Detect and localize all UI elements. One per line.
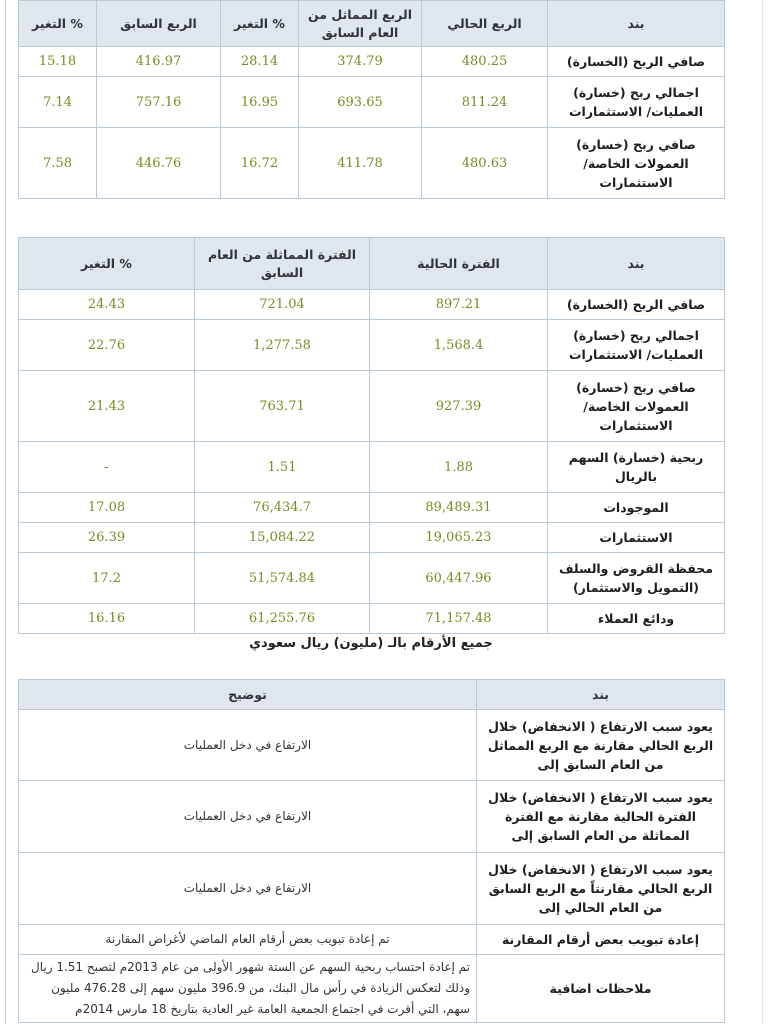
row-label: ملاحظات اضافية <box>477 955 725 1023</box>
cell-value: 16.16 <box>19 604 195 634</box>
column-header-item: بند <box>477 680 725 710</box>
table-header-row <box>19 238 725 290</box>
table-header-row <box>19 1 725 47</box>
row-label: ودائع العملاء <box>548 604 725 634</box>
row-label: الاستثمارات <box>548 523 725 553</box>
cell-value: 60,447.96 <box>370 553 548 604</box>
cell-value: 17.08 <box>19 493 195 523</box>
cell-value: 17.2 <box>19 553 195 604</box>
cell-value: 480.63 <box>422 128 548 199</box>
row-label: ربحية (خسارة) السهم بالريال <box>548 442 725 493</box>
cell-value: 374.79 <box>299 47 422 77</box>
table-row <box>19 523 725 553</box>
explanation-cell: الارتفاع في دخل العمليات <box>19 710 477 781</box>
cell-value: - <box>19 442 195 493</box>
row-label: يعود سبب الارتفاع ( الانخفاض) خلال الفترة الحالية مقارنة مع الفترة المماثلة من العام السابق إلى <box>477 781 725 853</box>
column-header-same-quarter-last-year: الربع المماثل من العام السابق <box>299 1 422 47</box>
row-label: إعادة تبويب بعض أرقام المقارنة <box>477 925 725 955</box>
table-row <box>19 77 725 128</box>
table-row <box>19 371 725 442</box>
row-label: صافي ربح (خسارة) العمولات الخاصة/ الاستثمارات <box>548 371 725 442</box>
table-row <box>19 128 725 199</box>
table-row <box>19 955 725 1023</box>
table-row <box>19 853 725 925</box>
cell-value: 811.24 <box>422 77 548 128</box>
cell-value: 28.14 <box>221 47 299 77</box>
table-row <box>19 493 725 523</box>
table-row <box>19 47 725 77</box>
row-label: يعود سبب الارتفاع ( الانخفاض) خلال الربع الحالي مقارنة مع الربع المماثل من العام السابق إلى <box>477 710 725 781</box>
cell-value: 71,157.48 <box>370 604 548 634</box>
row-label: صافي الربح (الخسارة) <box>548 290 725 320</box>
cell-value: 21.43 <box>19 371 195 442</box>
cell-value: 1.51 <box>195 442 370 493</box>
cell-value: 763.71 <box>195 371 370 442</box>
cell-value: 897.21 <box>370 290 548 320</box>
cell-value: 15.18 <box>19 47 97 77</box>
cell-value: 19,065.23 <box>370 523 548 553</box>
cell-value: 15,084.22 <box>195 523 370 553</box>
right-page-border <box>762 0 763 1024</box>
column-header-change-percent: % التغير <box>19 238 195 290</box>
cell-value: 693.65 <box>299 77 422 128</box>
row-label: صافي ربح (خسارة) العمولات الخاصة/ الاستثمارات <box>548 128 725 199</box>
cell-value: 61,255.76 <box>195 604 370 634</box>
column-header-change-percent: % التغير <box>221 1 299 47</box>
column-header-item: بند <box>548 238 725 290</box>
quarterly-results-table <box>18 0 725 199</box>
column-header-item: بند <box>548 1 725 47</box>
table-row <box>19 604 725 634</box>
explanation-cell: تم إعادة تبويب بعض أرقام العام الماضي لأغراض المقارنة <box>19 925 477 955</box>
row-label: محفظة القروض والسلف (التمويل والاستثمار) <box>548 553 725 604</box>
cell-value: 411.78 <box>299 128 422 199</box>
column-header-explanation: توضيح <box>19 680 477 710</box>
table-row <box>19 320 725 371</box>
cell-value: 7.58 <box>19 128 97 199</box>
cell-value: 89,489.31 <box>370 493 548 523</box>
table-header-row <box>19 680 725 710</box>
cell-value: 7.14 <box>19 77 97 128</box>
cell-value: 446.76 <box>97 128 221 199</box>
table-row <box>19 553 725 604</box>
left-page-border <box>5 0 6 1024</box>
table-row <box>19 925 725 955</box>
cell-value: 721.04 <box>195 290 370 320</box>
explanation-cell: الارتفاع في دخل العمليات <box>19 781 477 853</box>
cell-value: 22.76 <box>19 320 195 371</box>
cell-value: 51,574.84 <box>195 553 370 604</box>
cell-value: 26.39 <box>19 523 195 553</box>
cell-value: 927.39 <box>370 371 548 442</box>
table-row <box>19 781 725 853</box>
explanation-cell: الارتفاع في دخل العمليات <box>19 853 477 925</box>
cell-value: 76,434.7 <box>195 493 370 523</box>
explanations-table <box>18 679 725 1023</box>
table-row <box>19 442 725 493</box>
cell-value: 1,568.4 <box>370 320 548 371</box>
cell-value: 480.25 <box>422 47 548 77</box>
column-header-current-period: الفترة الحالية <box>370 238 548 290</box>
cell-value: 1.88 <box>370 442 548 493</box>
row-label: صافي الربح (الخسارة) <box>548 47 725 77</box>
cell-value: 16.95 <box>221 77 299 128</box>
table-row <box>19 710 725 781</box>
column-header-same-period-last-year: الفترة المماثلة من العام السابق <box>195 238 370 290</box>
units-caption: جميع الأرقام بالـ (مليون) ريال سعودي <box>249 636 493 651</box>
cell-value: 1,277.58 <box>195 320 370 371</box>
row-label: اجمالي ربح (خسارة) العمليات/ الاستثمارات <box>548 320 725 371</box>
cell-value: 416.97 <box>97 47 221 77</box>
column-header-previous-quarter: الربع السابق <box>97 1 221 47</box>
column-header-current-quarter: الربع الحالي <box>422 1 548 47</box>
row-label: يعود سبب الارتفاع ( الانخفاض) خلال الربع الحالي مقارنتاً مع الربع السابق من العام الحالي إلى <box>477 853 725 925</box>
cell-value: 16.72 <box>221 128 299 199</box>
period-results-table <box>18 237 725 634</box>
table-row <box>19 290 725 320</box>
row-label: اجمالي ربح (خسارة) العمليات/ الاستثمارات <box>548 77 725 128</box>
row-label: الموجودات <box>548 493 725 523</box>
column-header-change-percent: % التغير <box>19 1 97 47</box>
cell-value: 24.43 <box>19 290 195 320</box>
explanation-cell: تم إعادة احتساب ربحية السهم عن الستة شهور الأولى من عام 2013م لتصبح 1.51 ريال وذلك لتعكس الزيادة في رأس مال البنك، من 396.9 مليون سهم إلى 476.28 مليون سهم، التي أقرت في اجتماع الجمعية العامة غير العادية بتاريخ 18 مارس 2014م <box>19 955 477 1023</box>
cell-value: 757.16 <box>97 77 221 128</box>
